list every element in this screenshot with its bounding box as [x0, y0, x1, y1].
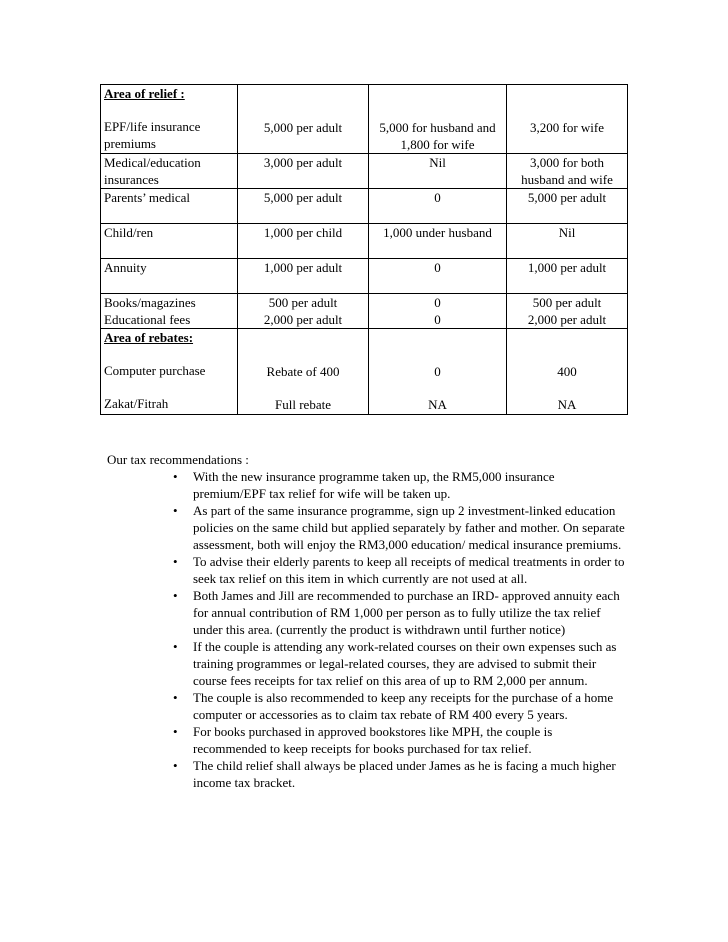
- cell-value: 500 per adult: [268, 295, 338, 310]
- table-row: [101, 259, 628, 294]
- list-item: [173, 502, 627, 553]
- cell-value: Full rebate: [275, 397, 331, 412]
- list-item-text: As part of the same insurance programme, sign up 2 investment-linked education policies on the same child but applied separately by father and mother. On separate assessment, both will enjoy the RM3,000 education/ medical insurance premiums.: [193, 503, 625, 552]
- table-cell: 0: [369, 189, 507, 224]
- table-cell: 0: [369, 259, 507, 294]
- table-row: [101, 224, 628, 259]
- list-item: [173, 553, 627, 587]
- list-item: [173, 723, 627, 757]
- cell-value: 500 per adult: [532, 295, 602, 310]
- table-cell: 5,000 per adult: [238, 85, 369, 154]
- bullet-icon: •: [173, 758, 178, 773]
- table-cell: 5,000 per adult: [507, 189, 628, 224]
- table-cell: 1,000 per adult: [238, 259, 369, 294]
- table-cell: [238, 329, 369, 415]
- table-cell: [238, 294, 369, 329]
- bullet-icon: •: [173, 554, 178, 569]
- bullet-icon: •: [173, 469, 178, 484]
- table-cell: Child/ren: [101, 224, 238, 259]
- table-row: [101, 294, 628, 329]
- row-label: Books/magazines: [104, 295, 196, 310]
- cell-value: NA: [557, 397, 577, 412]
- row-label: Computer purchase: [104, 363, 206, 378]
- row-label: Zakat/Fitrah: [104, 396, 169, 411]
- table-cell: 1,000 per child: [238, 224, 369, 259]
- tax-recommendations: [107, 451, 627, 791]
- section-header-rebates: Area of rebates:: [104, 330, 194, 345]
- list-item: [173, 638, 627, 689]
- table-cell: 5,000 for husband and 1,800 for wife: [369, 85, 507, 154]
- tax-relief-table: [100, 84, 628, 415]
- bullet-icon: •: [173, 690, 178, 705]
- table-cell: Medical/education insurances: [101, 154, 238, 189]
- table-row: [101, 329, 628, 415]
- table-cell: [101, 85, 238, 154]
- list-item: [173, 757, 627, 791]
- cell-value: 0: [434, 312, 441, 327]
- section-header-relief: Area of relief :: [104, 86, 185, 101]
- bullet-icon: •: [173, 588, 178, 603]
- table-cell: 1,000 per adult: [507, 259, 628, 294]
- table-cell: 1,000 under husband: [369, 224, 507, 259]
- list-item: [173, 689, 627, 723]
- table-row: [101, 154, 628, 189]
- list-item: [173, 587, 627, 638]
- list-item-text: With the new insurance programme taken up, the RM5,000 insurance premium/EPF tax relief for wife will be taken up.: [193, 469, 555, 501]
- table-cell: 3,200 for wife: [507, 85, 628, 154]
- table-cell: 5,000 per adult: [238, 189, 369, 224]
- cell-value: 0: [434, 295, 441, 310]
- table-cell: [507, 329, 628, 415]
- recommendations-list: [107, 468, 627, 791]
- cell-value: 0: [434, 364, 441, 379]
- table-cell: [101, 329, 238, 415]
- table-row: [101, 189, 628, 224]
- cell-value: 2,000 per adult: [527, 312, 607, 327]
- list-item-text: For books purchased in approved bookstores like MPH, the couple is recommended to keep receipts for books purchased for tax relief.: [193, 724, 553, 756]
- table-cell: [369, 294, 507, 329]
- list-item-text: The couple is also recommended to keep any receipts for the purchase of a home computer or accessories as to claim tax rebate of RM 400 every 5 years.: [193, 690, 614, 722]
- bullet-icon: •: [173, 639, 178, 654]
- cell-value: Rebate of 400: [266, 364, 340, 379]
- table-cell: Nil: [369, 154, 507, 189]
- recommendations-title: Our tax recommendations :: [107, 452, 249, 467]
- row-label: Educational fees: [104, 312, 191, 327]
- cell-value: 400: [557, 364, 577, 379]
- cell-value: 2,000 per adult: [263, 312, 343, 327]
- table-row: [101, 85, 628, 154]
- table-cell: [507, 294, 628, 329]
- list-item: [173, 468, 627, 502]
- table-cell: Parents’ medical: [101, 189, 238, 224]
- table-cell: 3,000 for both husband and wife: [507, 154, 628, 189]
- table-cell: 3,000 per adult: [238, 154, 369, 189]
- table-cell: Annuity: [101, 259, 238, 294]
- bullet-icon: •: [173, 503, 178, 518]
- bullet-icon: •: [173, 724, 178, 739]
- list-item-text: To advise their elderly parents to keep all receipts of medical treatments in order to seek tax relief on this item in which currently are not used at all.: [193, 554, 625, 586]
- list-item-text: The child relief shall always be placed under James as he is facing a much higher income tax bracket.: [193, 758, 616, 790]
- row-label: EPF/life insurance premiums: [104, 119, 201, 151]
- table-cell: [101, 294, 238, 329]
- table-cell: Nil: [507, 224, 628, 259]
- list-item-text: Both James and Jill are recommended to purchase an IRD- approved annuity each for annual contribution of RM 1,000 per person as to fully utilize the tax relief under this area. (currently the product is withdrawn until further notice): [193, 588, 620, 637]
- cell-value: NA: [428, 397, 447, 412]
- list-item-text: If the couple is attending any work-related courses on their own expenses such as training programmes or legal-related courses, they are advised to submit their course fees receipts for tax relief on this area of up to RM 2,000 per annum.: [193, 639, 617, 688]
- table-cell: [369, 329, 507, 415]
